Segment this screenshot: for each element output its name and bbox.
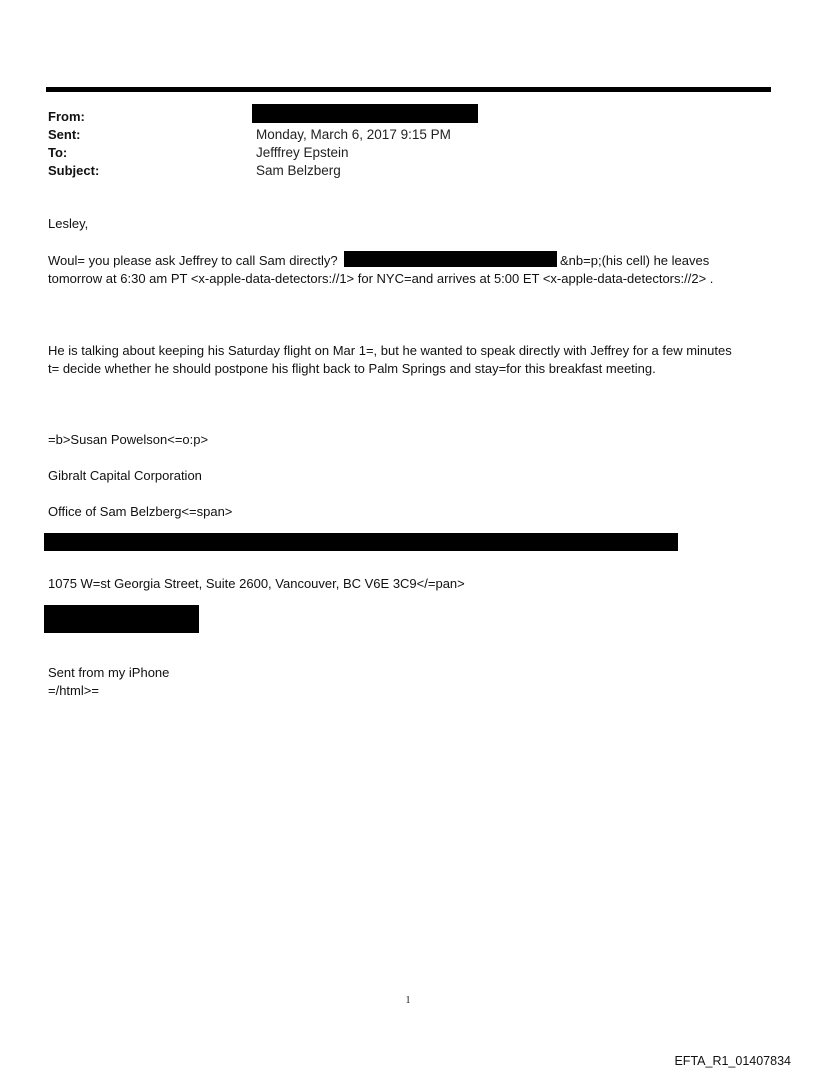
header-rule bbox=[46, 87, 771, 92]
document-id: EFTA_R1_01407834 bbox=[674, 1054, 791, 1068]
sent-from-line: Sent from my iPhone bbox=[48, 665, 170, 680]
para1-line2: tomorrow at 6:30 am PT <x-apple-data-detectors://1> for NYC=and arrives at 5:00 ET <x-apple-data-detectors://2> . bbox=[48, 271, 714, 286]
phone-redaction bbox=[344, 251, 557, 267]
html-close-line: =/html>= bbox=[48, 683, 99, 698]
subject-label: Subject: bbox=[48, 163, 100, 178]
contact-line-redaction bbox=[44, 533, 678, 551]
signature-company: Gibralt Capital Corporation bbox=[48, 468, 202, 483]
para2-line2: t= decide whether he should postpone his flight back to Palm Springs and stay=for this breakfast meeting. bbox=[48, 361, 656, 376]
sent-value: Monday, March 6, 2017 9:15 PM bbox=[256, 127, 451, 142]
sent-label: Sent: bbox=[48, 127, 81, 142]
greeting: Lesley, bbox=[48, 216, 89, 231]
to-value: Jefffrey Epstein bbox=[256, 145, 349, 160]
signature-name: =b>Susan Powelson<=o:p> bbox=[48, 432, 209, 447]
signature-office: Office of Sam Belzberg<=span> bbox=[48, 504, 233, 519]
page-number: 1 bbox=[405, 995, 411, 1006]
para1-line1-start: Woul= you please ask Jeffrey to call Sam directly? bbox=[48, 253, 338, 268]
para2-line1: He is talking about keeping his Saturday flight on Mar 1=, but he wanted to speak directly with Jeffrey for a few minutes bbox=[48, 343, 732, 358]
to-label: To: bbox=[48, 145, 68, 160]
para1-line1-end: &nb=p;(his cell) he leaves bbox=[560, 253, 710, 268]
from-label: From: bbox=[48, 109, 85, 124]
signature-redaction bbox=[44, 605, 199, 633]
signature-address: 1075 W=st Georgia Street, Suite 2600, Vancouver, BC V6E 3C9</=pan> bbox=[48, 576, 465, 591]
subject-value: Sam Belzberg bbox=[256, 163, 341, 178]
from-redaction bbox=[252, 104, 478, 123]
